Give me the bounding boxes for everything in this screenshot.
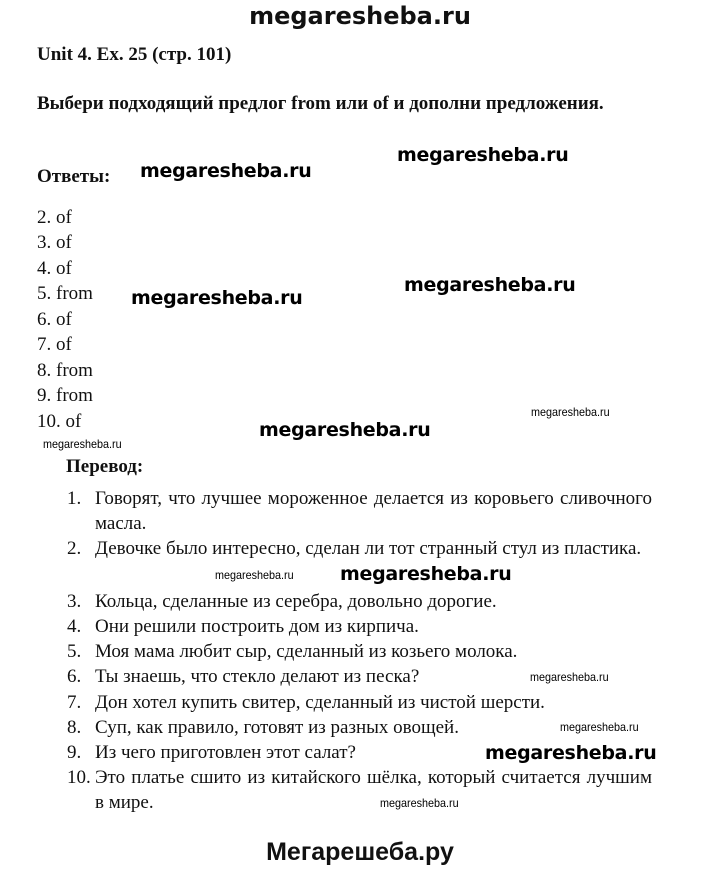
instruction-text: Выбери подходящий предлог from или of и дополни предложения. — [37, 93, 604, 114]
item-number: 10. — [67, 767, 91, 788]
item-number: 5. — [67, 641, 82, 662]
watermark: megaresheba.ru — [530, 670, 609, 684]
item-number: 3. — [67, 591, 82, 612]
answer-item: 2. of — [37, 207, 72, 228]
translation-item — [67, 536, 652, 561]
translation-item — [67, 589, 652, 614]
item-text: Девочке было интересно, сделан ли тот странный стул из пластика. — [95, 538, 642, 559]
watermark: megaresheba.ru — [340, 563, 512, 585]
watermark: megaresheba.ru — [259, 419, 431, 441]
item-number: 2. — [67, 538, 82, 559]
answer-item: 6. of — [37, 309, 72, 330]
header-watermark: megaresheba.ru — [249, 2, 471, 30]
watermark: megaresheba.ru — [397, 144, 569, 166]
item-number: 8. — [67, 717, 82, 738]
item-number: 6. — [67, 666, 82, 687]
answer-item: 7. of — [37, 334, 72, 355]
item-text: Это платье сшито из китайского шёлка, который считается лучшим в мире. — [95, 767, 652, 813]
item-text: Из чего приготовлен этот салат? — [95, 742, 356, 763]
watermark: megaresheba.ru — [140, 160, 312, 182]
translation-item — [67, 765, 652, 815]
item-text: Кольца, сделанные из серебра, довольно дорогие. — [95, 591, 497, 612]
item-number: 4. — [67, 616, 82, 637]
item-number: 7. — [67, 692, 82, 713]
answer-item: 10. of — [37, 411, 82, 432]
item-text: Моя мама любит сыр, сделанный из козьего молока. — [95, 641, 518, 662]
watermark: megaresheba.ru — [131, 287, 303, 309]
watermark: megaresheba.ru — [404, 274, 576, 296]
watermark: megaresheba.ru — [531, 405, 610, 419]
watermark: megaresheba.ru — [560, 720, 639, 734]
translation-item — [67, 486, 652, 536]
footer-watermark: Мегарешеба.ру — [266, 838, 454, 866]
item-text: Дон хотел купить свитер, сделанный из чистой шерсти. — [95, 692, 545, 713]
answer-item: 9. from — [37, 385, 93, 406]
watermark: megaresheba.ru — [485, 742, 657, 764]
watermark: megaresheba.ru — [215, 568, 294, 582]
item-number: 1. — [67, 488, 82, 509]
answer-item: 8. from — [37, 360, 93, 381]
item-text: Они решили построить дом из кирпича. — [95, 616, 419, 637]
translation-label: Перевод: — [66, 456, 144, 477]
item-text: Ты знаешь, что стекло делают из песка? — [95, 666, 420, 687]
translation-item — [67, 614, 652, 639]
translation-item — [67, 690, 652, 715]
translation-item — [67, 639, 652, 664]
answer-item: 4. of — [37, 258, 72, 279]
item-text: Говорят, что лучшее мороженное делается из коровьего сливочного масла. — [95, 488, 652, 534]
answers-label: Ответы: — [37, 166, 111, 187]
exercise-title: Unit 4. Ex. 25 (стр. 101) — [37, 44, 232, 65]
item-text: Суп, как правило, готовят из разных овощей. — [95, 717, 459, 738]
answer-item: 3. of — [37, 232, 72, 253]
watermark: megaresheba.ru — [43, 437, 122, 451]
answer-item: 5. from — [37, 283, 93, 304]
item-number: 9. — [67, 742, 82, 763]
watermark: megaresheba.ru — [380, 796, 459, 810]
